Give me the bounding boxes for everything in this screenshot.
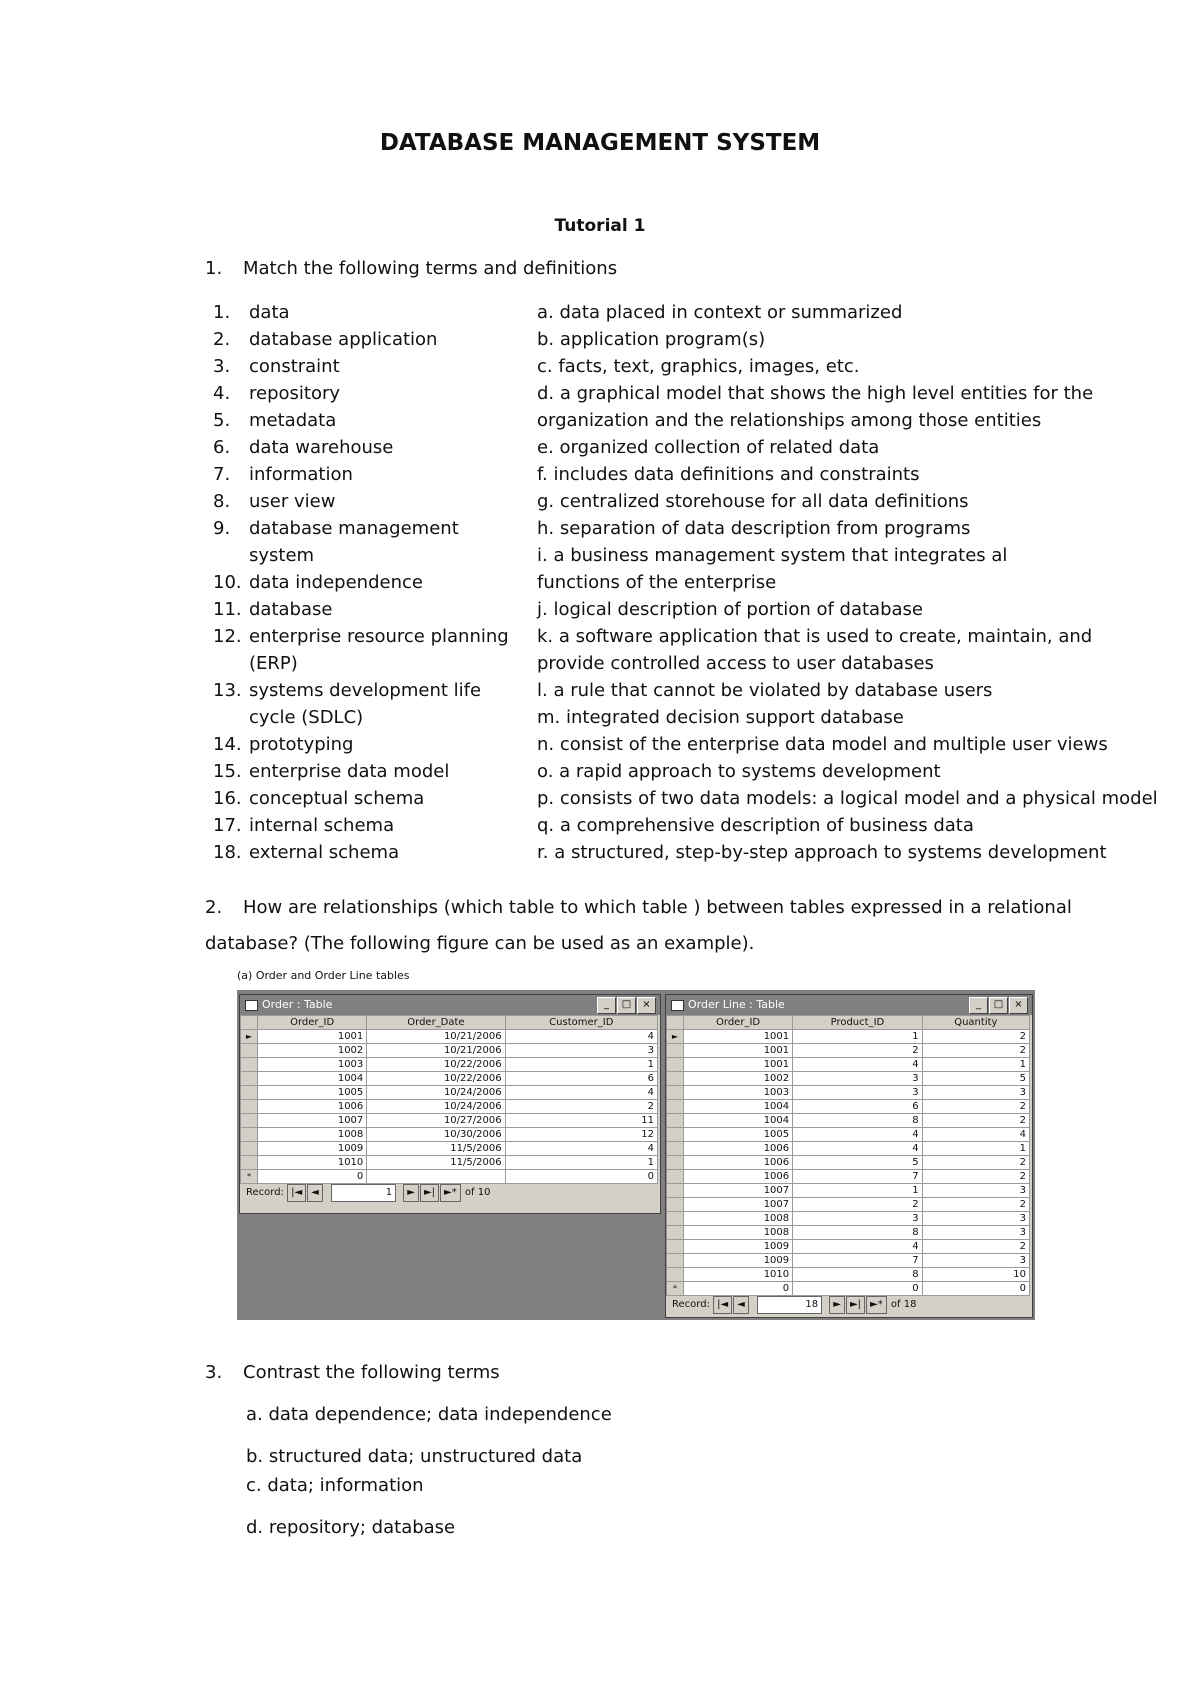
row-selector[interactable] [667, 1086, 684, 1100]
table-row[interactable] [667, 1170, 1030, 1184]
term-text: data [249, 302, 290, 323]
table-cell[interactable]: 1005 [258, 1086, 367, 1100]
table-row[interactable] [667, 1254, 1030, 1268]
table-cell[interactable]: 1 [505, 1156, 657, 1170]
table-cell[interactable]: 1004 [258, 1072, 367, 1086]
term-text: prototyping [249, 734, 354, 755]
term-number [213, 650, 249, 677]
table-row[interactable] [241, 1086, 658, 1100]
term-item [213, 839, 513, 866]
order-table-window [239, 994, 661, 1214]
table-cell[interactable]: 0 [505, 1170, 657, 1184]
table-cell[interactable]: 3 [793, 1212, 923, 1226]
row-selector[interactable] [667, 1184, 684, 1198]
row-selector[interactable] [241, 1044, 258, 1058]
table-cell[interactable]: 3 [793, 1072, 923, 1086]
new-record-icon[interactable]: ►* [866, 1296, 887, 1314]
table-cell[interactable] [367, 1170, 505, 1184]
table-row[interactable] [667, 1100, 1030, 1114]
row-selector[interactable] [667, 1268, 684, 1282]
last-record-icon[interactable]: ►| [420, 1184, 439, 1202]
table-cell[interactable]: 1 [922, 1142, 1029, 1156]
record-navigator [240, 1184, 660, 1200]
table-cell[interactable]: 1007 [258, 1114, 367, 1128]
table-row[interactable] [667, 1072, 1030, 1086]
term-number: 9. [213, 518, 231, 539]
term-text: information [249, 464, 353, 485]
table-icon [671, 1000, 684, 1011]
table-cell[interactable]: 1006 [684, 1142, 793, 1156]
term-text: external schema [249, 842, 400, 863]
table-cell[interactable]: 1008 [258, 1128, 367, 1142]
term-item [213, 515, 513, 542]
table-cell[interactable]: 0 [793, 1282, 923, 1296]
row-selector[interactable] [667, 1128, 684, 1142]
row-selector[interactable] [667, 1058, 684, 1072]
table-cell[interactable]: 0 [922, 1282, 1029, 1296]
term-text: systems development life [249, 680, 482, 701]
term-text: user view [249, 491, 336, 512]
row-selector[interactable] [241, 1072, 258, 1086]
maximize-icon[interactable]: □ [617, 997, 636, 1014]
table-cell[interactable]: 10/22/2006 [367, 1058, 505, 1072]
term-item [213, 677, 513, 704]
window-title: Order : Table [262, 998, 333, 1011]
table-cell[interactable]: 1009 [258, 1142, 367, 1156]
column-header[interactable]: Quantity [922, 1016, 1029, 1030]
row-selector[interactable] [667, 1198, 684, 1212]
definition-item: b. application program(s) [537, 329, 766, 350]
column-header[interactable]: Order_ID [258, 1016, 367, 1030]
window-titlebar [666, 995, 1032, 1015]
table-cell[interactable]: 4 [793, 1240, 923, 1254]
table-cell[interactable]: 10/24/2006 [367, 1100, 505, 1114]
table-cell[interactable]: 1008 [684, 1212, 793, 1226]
contrast-item: c. data; information [246, 1475, 424, 1496]
table-cell[interactable]: 1002 [258, 1044, 367, 1058]
table-cell[interactable]: 2 [922, 1114, 1029, 1128]
document-subtitle: Tutorial 1 [554, 216, 646, 236]
definition-item: d. a graphical model that shows the high level entities for the [537, 383, 1094, 404]
definition-item: c. facts, text, graphics, images, etc. [537, 356, 860, 377]
table-cell[interactable]: 1010 [258, 1156, 367, 1170]
record-label: Record: [672, 1299, 710, 1310]
term-text: cycle (SDLC) [249, 707, 364, 728]
table-cell[interactable]: 1006 [258, 1100, 367, 1114]
row-selector[interactable] [241, 1156, 258, 1170]
table-row[interactable] [667, 1044, 1030, 1058]
row-selector[interactable] [241, 1142, 258, 1156]
term-number: 5. [213, 410, 231, 431]
table-row[interactable] [667, 1128, 1030, 1142]
table-cell[interactable]: 1 [922, 1058, 1029, 1072]
column-header[interactable]: Order_Date [367, 1016, 505, 1030]
document-title: DATABASE MANAGEMENT SYSTEM [379, 130, 821, 156]
term-number: 16. [213, 788, 242, 809]
row-selector[interactable] [667, 1142, 684, 1156]
term-item [213, 785, 513, 812]
definition-item: e. organized collection of related data [537, 437, 880, 458]
table-row[interactable] [241, 1114, 658, 1128]
term-number: 2. [213, 329, 231, 350]
first-record-icon[interactable]: |◄ [713, 1296, 732, 1314]
table-cell[interactable]: 1001 [258, 1030, 367, 1044]
definition-item: n. consist of the enterprise data model and multiple user views [537, 734, 1108, 755]
table-cell[interactable]: 10/24/2006 [367, 1086, 505, 1100]
contrast-item: b. structured data; unstructured data [246, 1446, 583, 1467]
term-item [213, 542, 513, 569]
question-number: 1. [205, 258, 223, 279]
table-cell[interactable]: 10/21/2006 [367, 1044, 505, 1058]
table-cell[interactable]: 1001 [684, 1044, 793, 1058]
table-cell[interactable]: 4 [505, 1086, 657, 1100]
term-text: data independence [249, 572, 423, 593]
table-cell[interactable]: 2 [793, 1198, 923, 1212]
term-text: metadata [249, 410, 337, 431]
table-cell[interactable]: 4 [922, 1128, 1029, 1142]
definition-item: i. a business management system that integrates al [537, 545, 1008, 566]
next-record-icon[interactable]: ► [829, 1296, 845, 1314]
definition-item: functions of the enterprise [537, 572, 777, 593]
definition-item: r. a structured, step-by-step approach to systems development [537, 842, 1107, 863]
term-item [213, 407, 513, 434]
table-cell[interactable]: 1001 [684, 1030, 793, 1044]
table-cell[interactable]: 11/5/2006 [367, 1156, 505, 1170]
table-cell[interactable]: 2 [922, 1030, 1029, 1044]
table-cell[interactable]: 2 [922, 1100, 1029, 1114]
definition-item: o. a rapid approach to systems development [537, 761, 941, 782]
term-item [213, 623, 513, 650]
contrast-item: d. repository; database [246, 1517, 456, 1538]
term-text: database management [249, 518, 459, 539]
term-text: (ERP) [249, 653, 298, 674]
term-text: enterprise resource planning [249, 626, 509, 647]
table-cell[interactable]: 10/30/2006 [367, 1128, 505, 1142]
table-cell[interactable]: 1 [793, 1030, 923, 1044]
table-row[interactable] [667, 1156, 1030, 1170]
table-row[interactable] [241, 1044, 658, 1058]
term-number: 14. [213, 734, 242, 755]
table-row[interactable] [241, 1058, 658, 1072]
term-number: 18. [213, 842, 242, 863]
table-cell[interactable]: 0 [258, 1170, 367, 1184]
table-cell[interactable]: 1009 [684, 1254, 793, 1268]
table-cell[interactable]: 2 [793, 1044, 923, 1058]
row-selector[interactable] [667, 1044, 684, 1058]
row-selector-header [241, 1016, 258, 1030]
question-number: 3. [205, 1362, 223, 1383]
table-row[interactable] [241, 1030, 658, 1044]
record-count: of 18 [890, 1299, 917, 1310]
table-cell[interactable]: 1009 [684, 1240, 793, 1254]
table-cell[interactable]: 4 [793, 1058, 923, 1072]
table-row[interactable] [667, 1086, 1030, 1100]
term-number: 6. [213, 437, 231, 458]
question-1 [205, 258, 617, 279]
table-row[interactable] [241, 1072, 658, 1086]
orderline-table-window [665, 994, 1033, 1318]
term-number: 15. [213, 761, 242, 782]
row-selector[interactable] [667, 1212, 684, 1226]
table-cell[interactable]: 3 [505, 1044, 657, 1058]
table-cell[interactable]: 6 [793, 1100, 923, 1114]
table-cell[interactable]: 1004 [684, 1100, 793, 1114]
row-selector[interactable]: * [667, 1282, 684, 1296]
definition-item: g. centralized storehouse for all data definitions [537, 491, 969, 512]
term-item [213, 596, 513, 623]
term-item [213, 488, 513, 515]
term-item [213, 326, 513, 353]
term-text: database application [249, 329, 438, 350]
term-text: system [249, 545, 315, 566]
first-record-icon[interactable]: |◄ [287, 1184, 306, 1202]
row-selector[interactable] [667, 1226, 684, 1240]
table-cell[interactable]: 1001 [684, 1058, 793, 1072]
record-number[interactable]: 1 [331, 1184, 396, 1202]
term-number: 10. [213, 572, 242, 593]
table-cell[interactable]: 2 [922, 1044, 1029, 1058]
row-selector[interactable] [667, 1254, 684, 1268]
term-text: constraint [249, 356, 340, 377]
table-cell[interactable]: 5 [922, 1072, 1029, 1086]
term-item [213, 299, 513, 326]
table-cell[interactable]: 1010 [684, 1268, 793, 1282]
term-number: 12. [213, 626, 242, 647]
table-cell[interactable]: 1003 [684, 1086, 793, 1100]
table-row[interactable] [241, 1156, 658, 1170]
term-number: 17. [213, 815, 242, 836]
table-cell[interactable]: 1002 [684, 1072, 793, 1086]
table-cell[interactable]: 1005 [684, 1128, 793, 1142]
row-selector[interactable] [667, 1072, 684, 1086]
table-cell[interactable]: 7 [793, 1254, 923, 1268]
record-navigator [666, 1296, 1032, 1312]
term-item [213, 758, 513, 785]
table-row[interactable] [667, 1268, 1030, 1282]
table-cell[interactable]: 1007 [684, 1184, 793, 1198]
term-number: 4. [213, 383, 231, 404]
term-number: 7. [213, 464, 231, 485]
term-item [213, 434, 513, 461]
table-cell[interactable]: 3 [922, 1184, 1029, 1198]
record-number[interactable]: 18 [757, 1296, 822, 1314]
window-titlebar [240, 995, 660, 1015]
definition-item: organization and the relationships among those entities [537, 410, 1042, 431]
row-selector[interactable] [667, 1114, 684, 1128]
term-text: database [249, 599, 333, 620]
table-cell[interactable]: 8 [793, 1226, 923, 1240]
row-selector[interactable]: * [241, 1170, 258, 1184]
definition-item: a. data placed in context or summarized [537, 302, 903, 323]
definition-item: f. includes data definitions and constraints [537, 464, 920, 485]
term-item [213, 731, 513, 758]
term-item [213, 650, 513, 677]
table-cell[interactable]: 3 [922, 1226, 1029, 1240]
table-cell[interactable]: 10/21/2006 [367, 1030, 505, 1044]
close-icon[interactable]: × [637, 997, 656, 1014]
term-item [213, 704, 513, 731]
orderline-grid [666, 1015, 1030, 1296]
table-cell[interactable]: 2 [922, 1240, 1029, 1254]
table-cell[interactable]: 11 [505, 1114, 657, 1128]
term-number: 1. [213, 302, 231, 323]
record-count: of 10 [464, 1187, 491, 1198]
table-cell[interactable]: 5 [793, 1156, 923, 1170]
row-selector[interactable] [667, 1156, 684, 1170]
question-text: Match the following terms and definitions [243, 258, 618, 279]
table-cell[interactable]: 10/22/2006 [367, 1072, 505, 1086]
term-text: internal schema [249, 815, 395, 836]
contrast-item: a. data dependence; data independence [246, 1404, 612, 1425]
row-selector[interactable] [241, 1058, 258, 1072]
definition-item: h. separation of data description from programs [537, 518, 971, 539]
definition-item: m. integrated decision support database [537, 707, 904, 728]
row-selector[interactable] [241, 1086, 258, 1100]
question-text: Contrast the following terms [243, 1362, 500, 1383]
row-selector[interactable]: ► [241, 1030, 258, 1044]
row-selector[interactable] [241, 1100, 258, 1114]
table-cell[interactable]: 3 [922, 1254, 1029, 1268]
term-number [213, 704, 249, 731]
table-cell[interactable]: 1006 [684, 1170, 793, 1184]
term-text: conceptual schema [249, 788, 425, 809]
table-row[interactable] [667, 1240, 1030, 1254]
table-cell[interactable]: 8 [793, 1268, 923, 1282]
definition-item: q. a comprehensive description of business data [537, 815, 974, 836]
table-cell[interactable]: 3 [922, 1086, 1029, 1100]
row-selector-header [667, 1016, 684, 1030]
table-row[interactable] [667, 1030, 1030, 1044]
table-cell[interactable]: 4 [793, 1128, 923, 1142]
question-2 [205, 890, 1125, 962]
table-cell[interactable]: 2 [922, 1156, 1029, 1170]
term-text: enterprise data model [249, 761, 450, 782]
table-cell[interactable]: 2 [922, 1170, 1029, 1184]
table-row[interactable] [667, 1114, 1030, 1128]
table-cell[interactable]: 4 [505, 1142, 657, 1156]
table-cell[interactable]: 0 [684, 1282, 793, 1296]
term-item [213, 812, 513, 839]
order-grid [240, 1015, 658, 1184]
window-title: Order Line : Table [688, 998, 785, 1011]
figure-caption: (a) Order and Order Line tables [237, 969, 410, 982]
minimize-icon[interactable]: _ [969, 997, 988, 1014]
term-item [213, 353, 513, 380]
table-cell[interactable]: 2 [505, 1100, 657, 1114]
table-cell[interactable]: 3 [793, 1086, 923, 1100]
maximize-icon[interactable]: □ [989, 997, 1008, 1014]
term-item [213, 569, 513, 596]
table-cell[interactable]: 1006 [684, 1156, 793, 1170]
table-cell[interactable]: 1 [793, 1184, 923, 1198]
table-cell[interactable]: 1008 [684, 1226, 793, 1240]
question-3 [205, 1362, 500, 1383]
term-text: repository [249, 383, 341, 404]
close-icon[interactable]: × [1009, 997, 1028, 1014]
term-number: 11. [213, 599, 242, 620]
definition-item: provide controlled access to user databases [537, 653, 934, 674]
question-text: How are relationships (which table to which table ) between tables expressed in a relational database? (The following figure can be used as an example). [205, 897, 1072, 954]
table-row[interactable] [667, 1282, 1030, 1296]
table-row[interactable] [241, 1100, 658, 1114]
table-cell[interactable]: 2 [922, 1198, 1029, 1212]
table-cell[interactable]: 1004 [684, 1114, 793, 1128]
record-label: Record: [246, 1187, 284, 1198]
term-text: data warehouse [249, 437, 394, 458]
minimize-icon[interactable]: _ [597, 997, 616, 1014]
table-cell[interactable]: 12 [505, 1128, 657, 1142]
table-cell[interactable]: 3 [922, 1212, 1029, 1226]
table-row[interactable] [667, 1226, 1030, 1240]
definitions-list [537, 299, 1167, 866]
table-cell[interactable]: 7 [793, 1170, 923, 1184]
table-cell[interactable]: 4 [793, 1142, 923, 1156]
table-cell[interactable]: 1003 [258, 1058, 367, 1072]
term-item [213, 461, 513, 488]
next-record-icon[interactable]: ► [403, 1184, 419, 1202]
term-number [213, 542, 249, 569]
table-row[interactable] [667, 1212, 1030, 1226]
prev-record-icon[interactable]: ◄ [733, 1296, 749, 1314]
definition-item: l. a rule that cannot be violated by database users [537, 680, 993, 701]
row-selector[interactable] [667, 1240, 684, 1254]
column-header[interactable]: Order_ID [684, 1016, 793, 1030]
table-cell[interactable]: 8 [793, 1114, 923, 1128]
table-cell[interactable]: 6 [505, 1072, 657, 1086]
table-cell[interactable]: 10 [922, 1268, 1029, 1282]
last-record-icon[interactable]: ►| [846, 1296, 865, 1314]
table-cell[interactable]: 1007 [684, 1198, 793, 1212]
question-number: 2. [205, 897, 223, 918]
table-cell[interactable]: 1 [505, 1058, 657, 1072]
table-icon [245, 1000, 258, 1011]
table-row[interactable] [667, 1142, 1030, 1156]
table-cell[interactable]: 11/5/2006 [367, 1142, 505, 1156]
new-record-icon[interactable]: ►* [440, 1184, 461, 1202]
row-selector[interactable] [667, 1100, 684, 1114]
figure-screenshot [237, 990, 1035, 1320]
prev-record-icon[interactable]: ◄ [307, 1184, 323, 1202]
row-selector[interactable]: ► [667, 1030, 684, 1044]
table-row[interactable] [667, 1198, 1030, 1212]
definition-item: k. a software application that is used to create, maintain, and [537, 626, 1093, 647]
term-number: 13. [213, 680, 242, 701]
row-selector[interactable] [241, 1128, 258, 1142]
table-row[interactable] [241, 1128, 658, 1142]
table-cell[interactable]: 10/27/2006 [367, 1114, 505, 1128]
column-header[interactable]: Product_ID [793, 1016, 923, 1030]
term-number: 3. [213, 356, 231, 377]
column-header[interactable]: Customer_ID [505, 1016, 657, 1030]
definition-item: j. logical description of portion of database [537, 599, 923, 620]
table-cell[interactable]: 4 [505, 1030, 657, 1044]
table-row[interactable] [241, 1170, 658, 1184]
table-row[interactable] [241, 1142, 658, 1156]
definition-item: p. consists of two data models: a logical model and a physical model [537, 788, 1158, 809]
terms-list [213, 299, 513, 866]
table-row[interactable] [667, 1058, 1030, 1072]
row-selector[interactable] [241, 1114, 258, 1128]
table-row[interactable] [667, 1184, 1030, 1198]
term-item [213, 380, 513, 407]
term-number: 8. [213, 491, 231, 512]
row-selector[interactable] [667, 1170, 684, 1184]
